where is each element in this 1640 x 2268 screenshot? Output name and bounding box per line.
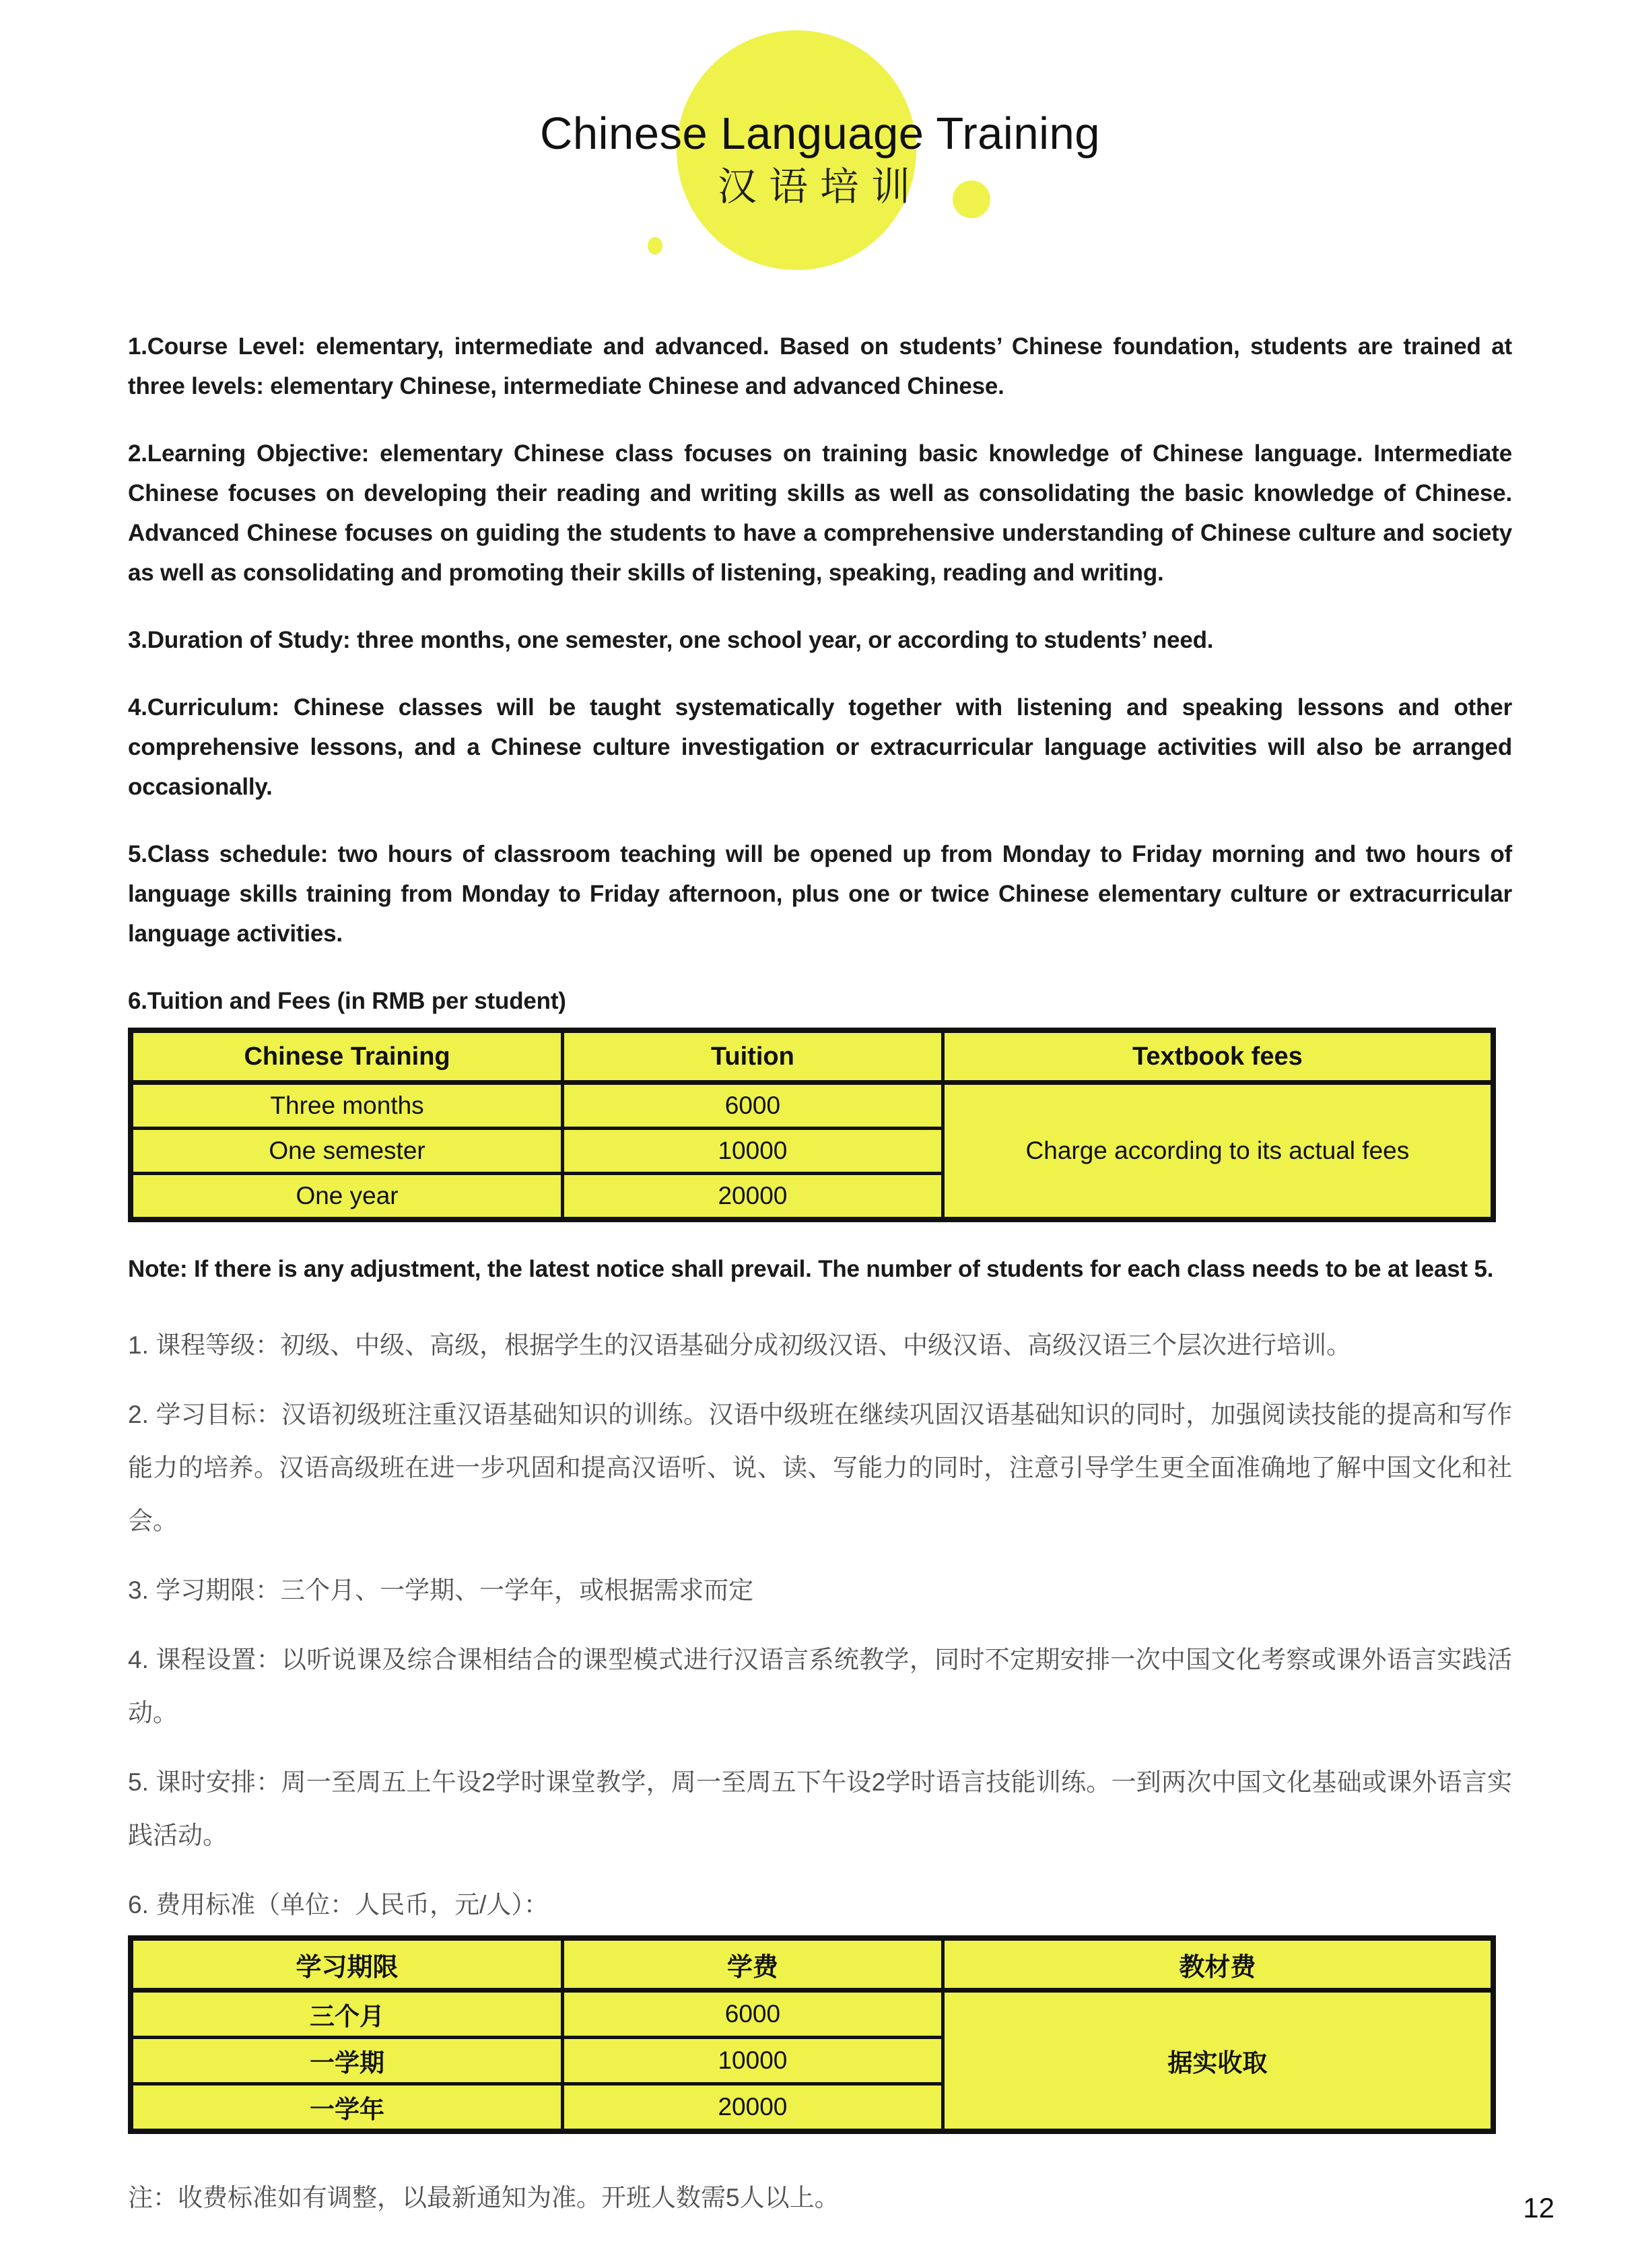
en-table-cell-textbook-fee-note: Charge according to its actual fees: [943, 1083, 1493, 1220]
zh-heading-fees-standard: 6. 费用标准（单位：人民币，元/人）：: [128, 1891, 549, 1919]
zh-table-cell-duration: 三个月: [131, 1991, 563, 2038]
page-header: [0, 0, 1640, 214]
zh-table-header-tuition: 学费: [563, 1938, 943, 1991]
zh-table-row: [131, 1991, 1493, 2038]
en-table-cell-tuition: 20000: [563, 1174, 943, 1220]
en-table-cell-duration: Three months: [131, 1083, 563, 1129]
page-subtitle-chinese: 汉语培训: [717, 165, 922, 209]
zh-paragraph-course-level: 1. 课程等级：初级、中级、高级，根据学生的汉语基础分成初级汉语、中级汉语、高级汉语三个层次进行培训。: [128, 1331, 1352, 1359]
en-fees-table-wrapper: [128, 1028, 1512, 1222]
zh-paragraph-duration-of-study: 3. 学习期限：三个月、一学期、一学年，或根据需求而定: [128, 1576, 754, 1604]
zh-table-cell-tuition: 20000: [563, 2084, 943, 2132]
zh-table-cell-duration: 一学期: [131, 2038, 563, 2084]
en-paragraph-learning-objective: 2.Learning Objective: elementary Chinese class focuses on training basic knowledge of Chinese language. Intermediate Chinese focuses on developing their reading and writing skills as well as consolidating the basic knowledge of Chinese. Advanced Chinese focuses on guiding the students to have a comprehensive understanding of Chinese culture and society as well as consolidating and promoting their skills of listening, speaking, reading and writing.: [128, 440, 1512, 586]
zh-note: 注：收费标准如有调整，以最新通知为准。开班人数需5人以上。: [128, 2184, 840, 2211]
en-fees-table: [128, 1028, 1496, 1222]
en-note: Note: If there is any adjustment, the latest notice shall prevail. The number of students for each class needs to be at least 5.: [128, 1256, 1494, 1282]
zh-paragraph-curriculum: 4. 课程设置：以听说课及综合课相结合的课型模式进行汉语言系统教学，同时不定期安排一次中国文化考察或课外语言实践活动。: [128, 1646, 1512, 1727]
en-paragraph-course-level: 1.Course Level: elementary, intermediate and advanced. Based on students’ Chinese foundation, students are trained at three levels: elementary Chinese, intermediate Chinese and advanced Chinese.: [128, 333, 1512, 399]
en-table-cell-duration: One semester: [131, 1129, 563, 1174]
en-paragraph-curriculum: 4.Curriculum: Chinese classes will be taught systematically together with listening and speaking lessons and other comprehensive lessons, and a Chinese culture investigation or extracurricular language activities will also be arranged occasionally.: [128, 694, 1512, 800]
zh-table-cell-duration: 一学年: [131, 2084, 563, 2132]
en-paragraph-duration-of-study: 3.Duration of Study: three months, one semester, one school year, or according to students’ need.: [128, 627, 1214, 653]
zh-table-header-study-period: 学习期限: [131, 1938, 563, 1991]
zh-table-cell-tuition: 6000: [563, 1991, 943, 2038]
page-title: Chinese Language Training: [539, 108, 1100, 159]
zh-paragraph-class-schedule: 5. 课时安排：周一至周五上午设2学时课堂教学，周一至周五下午设2学时语言技能训练。一到两次中国文化基础或课外语言实践活动。: [128, 1768, 1512, 1849]
yellow-dot-decoration: [648, 237, 662, 255]
en-heading-tuition-and-fees: 6.Tuition and Fees (in RMB per student): [128, 988, 566, 1014]
en-table-header-textbook-fees: Textbook fees: [943, 1030, 1493, 1083]
en-paragraph-class-schedule: 5.Class schedule: two hours of classroom teaching will be opened up from Monday to Friday morning and two hours of language skills training from Monday to Friday afternoon, plus one or twice Chinese elementary culture or extracurricular language activities.: [128, 841, 1512, 947]
zh-paragraph-learning-objective: 2. 学习目标：汉语初级班注重汉语基础知识的训练。汉语中级班在继续巩固汉语基础知识的同时，加强阅读技能的提高和写作能力的培养。汉语高级班在进一步巩固和提高汉语听、说、读、写能力的同时，注意引导学生更全面准确地了解中国文化和社会。: [128, 1401, 1512, 1535]
zh-table-header-textbook-fee: 教材费: [943, 1938, 1493, 1991]
zh-fees-table: [128, 1935, 1496, 2134]
en-table-cell-tuition: 10000: [563, 1129, 943, 1174]
en-table-header-chinese-training: Chinese Training: [131, 1030, 563, 1083]
page-number: 12: [1523, 2192, 1554, 2224]
en-table-cell-duration: One year: [131, 1174, 563, 1220]
en-table-header-tuition: Tuition: [563, 1030, 943, 1083]
en-table-cell-tuition: 6000: [563, 1083, 943, 1129]
page-content: [128, 327, 1512, 2224]
zh-table-cell-tuition: 10000: [563, 2038, 943, 2084]
en-table-row: [131, 1083, 1493, 1129]
zh-table-cell-textbook-fee-note: 据实收取: [943, 1991, 1493, 2132]
